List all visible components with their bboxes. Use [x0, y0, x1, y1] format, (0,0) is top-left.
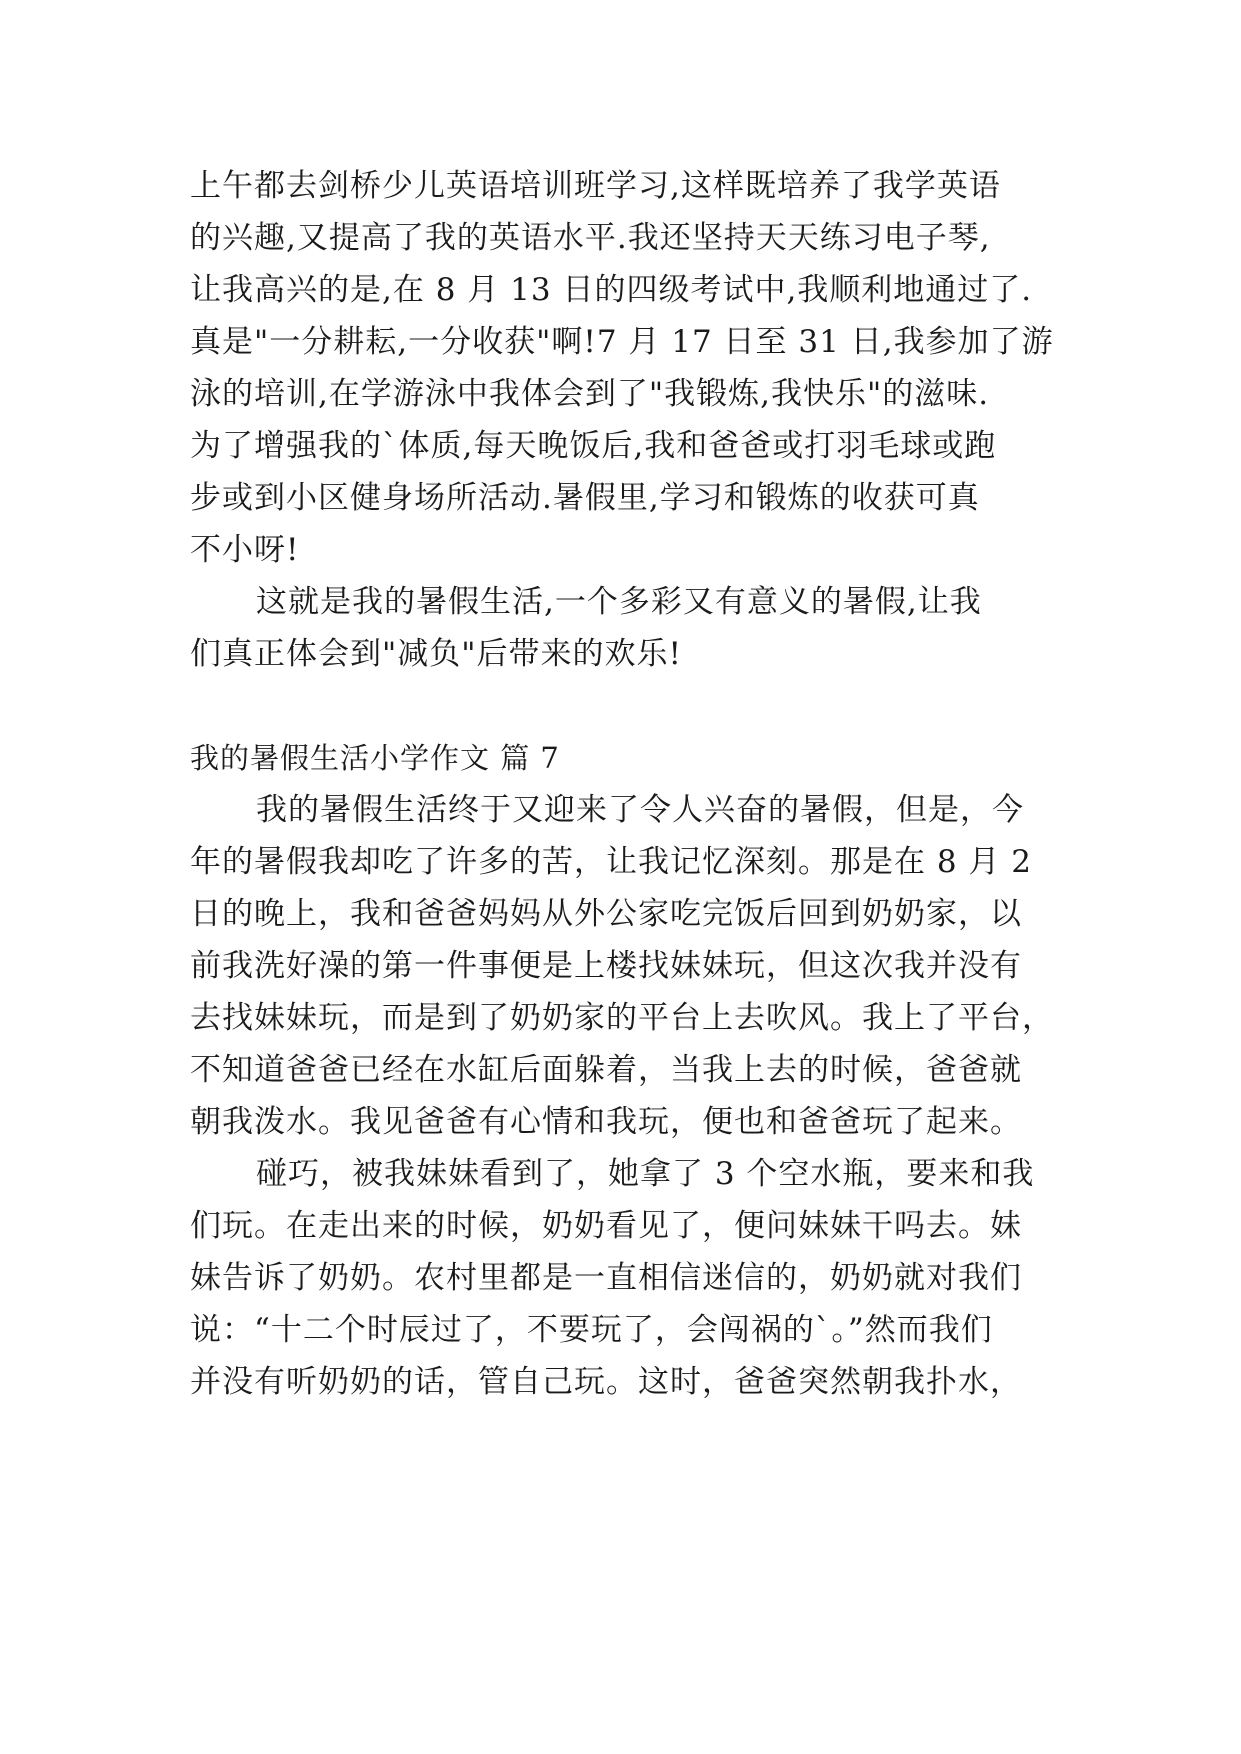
paragraph-summer-conclusion — [190, 576, 1055, 680]
text-line: 不小呀! — [190, 532, 300, 568]
text-line: 不知道爸爸已经在水缸后面躲着，当我上去的时候，爸爸就 — [190, 1052, 1022, 1088]
text-line: 朝我泼水。我见爸爸有心情和我玩，便也和爸爸玩了起来。 — [190, 1104, 1022, 1140]
text-line: 真是"一分耕耘,一分收获"啊!7 月 17 日至 31 日,我参加了游 — [190, 324, 1054, 360]
text-line: 年的暑假我却吃了许多的苦，让我记忆深刻。那是在 8 月 2 — [190, 844, 1033, 880]
document-page — [190, 160, 1055, 1408]
text-line: 的兴趣,又提高了我的英语水平.我还坚持天天练习电子琴, — [190, 220, 991, 256]
text-line: 们真正体会到"减负"后带来的欢乐! — [190, 636, 682, 672]
text-line: 我的暑假生活终于又迎来了令人兴奋的暑假，但是，今 — [256, 792, 1024, 828]
text-line: 说：“十二个时辰过了，不要玩了，会闯祸的`。”然而我们 — [190, 1312, 993, 1348]
text-line: 妹告诉了奶奶。农村里都是一直相信迷信的，奶奶就对我们 — [190, 1260, 1022, 1296]
paragraph-summer-study — [190, 160, 1055, 576]
text-line: 上午都去剑桥少儿英语培训班学习,这样既培养了我学英语 — [190, 168, 1001, 204]
paragraph-essay7-sister — [190, 1148, 1055, 1408]
text-line: 并没有听奶奶的话，管自己玩。这时，爸爸突然朝我扑水， — [190, 1364, 1022, 1400]
text-line: 让我高兴的是,在 8 月 13 日的四级考试中,我顺利地通过了. — [190, 272, 1033, 308]
section-spacer — [190, 680, 1055, 732]
text-line: 日的晚上，我和爸爸妈妈从外公家吃完饭后回到奶奶家，以 — [190, 896, 1022, 932]
essay-heading: 我的暑假生活小学作文 篇 7 — [190, 741, 560, 775]
text-line: 为了增强我的`体质,每天晚饭后,我和爸爸或打羽毛球或跑 — [190, 428, 997, 464]
text-line: 这就是我的暑假生活,一个多彩又有意义的暑假,让我 — [256, 584, 982, 620]
text-line: 碰巧，被我妹妹看到了，她拿了 3 个空水瓶，要来和我 — [256, 1156, 1035, 1192]
paragraph-essay7-intro — [190, 784, 1055, 1148]
text-line: 们玩。在走出来的时候，奶奶看见了，便问妹妹干吗去。妹 — [190, 1208, 1022, 1244]
text-line: 泳的培训,在学游泳中我体会到了"我锻炼,我快乐"的滋味. — [190, 376, 990, 412]
text-line: 去找妹妹玩，而是到了奶奶家的平台上去吹风。我上了平台， — [190, 1000, 1054, 1036]
text-line: 步或到小区健身场所活动.暑假里,学习和锻炼的收获可真 — [190, 480, 980, 516]
text-line: 前我洗好澡的第一件事便是上楼找妹妹玩，但这次我并没有 — [190, 948, 1022, 984]
